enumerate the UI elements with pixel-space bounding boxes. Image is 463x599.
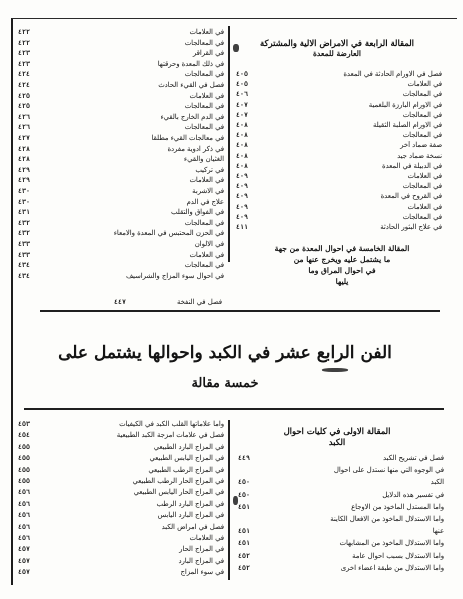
toc-page-number: ٤٢٨ [18, 155, 30, 164]
toc-entry-text: واما الاستدلال بسبب احوال عامة [352, 551, 444, 560]
toc-page-number: ٤٠٩ [236, 182, 248, 191]
toc-entry-text: فصل في تشريح الكبد [382, 454, 444, 462]
toc-entry-text: في القراقر [192, 49, 224, 58]
toc-entry-text: فصل في علامات امزجة الكبد الطبيعية [116, 431, 224, 440]
toc-page-number: ٤٢٢ [18, 38, 30, 47]
toc-page-number: ٤٥١ [238, 502, 250, 511]
toc-page-number: ٤٥١ [238, 527, 250, 536]
toc-page-number: ٤٣٠ [18, 187, 30, 195]
toc-entry-text: في المزاج البارد الطبيعي [153, 442, 224, 451]
toc-page-number: ٤٤٩ [238, 454, 250, 462]
toc-entry-text: في المعالجات [402, 90, 442, 99]
column-divider-top [228, 26, 230, 262]
toc-page-number: ٤٥٧ [18, 568, 30, 577]
ink-mark [322, 368, 348, 372]
toc-page-number: ٤١١ [236, 223, 248, 231]
toc-page-number: ٤٢٧ [18, 134, 30, 142]
toc-column-bottom-left [18, 412, 224, 588]
toc-entry-text: في الفواق والتقلب [171, 208, 224, 217]
toc-entry-text: فصل في امراض الكبد [161, 522, 224, 531]
toc-entry-text: في المزاج الحار الرطب الطبيعي [132, 477, 224, 485]
toc-page-number: ٤٣٤ [18, 271, 30, 280]
section-heading-line-2: العارضة للمعدة [312, 49, 362, 58]
toc-entry-text: في معالجات القيء مطلقا [151, 134, 224, 142]
toc-entry-text: في المعالجات [402, 182, 442, 191]
toc-entry-text: في المعالجات [184, 123, 224, 132]
toc-page-number: ٤٠٧ [236, 100, 248, 109]
toc-page-number: ٤٠٧ [236, 110, 248, 119]
toc-entry-text: في المعالجات [184, 70, 224, 79]
toc-entry-text: في العلامات [407, 202, 442, 211]
footer-page-number: ٤٤٧ [114, 298, 126, 306]
toc-entry-text: واما علاماتها القلب الكبد في الكيفيات [119, 420, 224, 428]
toc-column-top-left [18, 22, 224, 312]
toc-entry-text: في المعالجات [184, 102, 224, 111]
toc-entry-text: في المزاج البارد اليابس [157, 511, 224, 520]
separator-bottom [24, 408, 444, 410]
toc-page-number: ٤٠٩ [236, 192, 248, 201]
toc-entry-text: في تركيب [195, 165, 224, 174]
closing-line: ما يشتمل عليه ويخرج عنها من [293, 255, 391, 264]
toc-page-number: ٤٢٩ [18, 165, 30, 174]
toc-page-number: ٤٢٣ [18, 49, 30, 58]
toc-page-number: ٤٥٠ [238, 490, 250, 499]
toc-entry-text: في العلامات [407, 80, 442, 89]
toc-entry-text: فصل في القيء الحادث [158, 81, 224, 89]
toc-entry-text: في الاشربة [192, 187, 224, 195]
toc-page-number: ٤٠٨ [236, 121, 248, 129]
toc-entry-text: واما الاستدلال الماخوذ من الافعال الكاينة [330, 515, 444, 523]
toc-page-number: ٤٥٥ [18, 477, 30, 485]
toc-entry-text: في العلامات [189, 534, 224, 542]
toc-page-number: ٤٢٥ [18, 91, 30, 100]
toc-page-number: ٤٠٩ [236, 202, 248, 211]
toc-entry-text: في المزاج الحار اليابس الطبيعي [133, 488, 224, 497]
toc-page-number: ٤٠٩ [236, 172, 248, 180]
column-divider-bottom [228, 420, 230, 580]
toc-page-number: ٤٥٢ [238, 563, 250, 572]
toc-entry-text: في العلامات [407, 172, 442, 180]
toc-page-number: ٤٥٦ [18, 522, 30, 531]
toc-page-number: ٤٢٥ [18, 102, 30, 111]
toc-entry-text: في الالوان [194, 240, 224, 248]
toc-page-number: ٤٥٥ [18, 442, 30, 451]
toc-page-number: ٤٥١ [238, 539, 250, 548]
toc-entry-text: فصل في الاورام الحادثة في المعدة [343, 70, 442, 78]
ink-mark [233, 44, 239, 52]
toc-page-number: ٤٥٣ [18, 420, 30, 428]
toc-entry-text: في الاورام الصلبة الثقيلة [372, 121, 442, 129]
toc-page-number: ٤٢٢ [18, 28, 30, 36]
section-heading: المقالة الاولى في كليات احوال [283, 426, 391, 436]
toc-column-bottom-right [234, 412, 450, 588]
toc-page-number: ٤٠٨ [236, 131, 248, 140]
toc-entry-text: علاج في الدم [186, 197, 224, 206]
toc-page-number: ٤٠٦ [236, 90, 248, 99]
toc-page-number: ٤٥٦ [18, 499, 30, 508]
toc-entry-text: الغثيان والقيء [183, 155, 224, 164]
toc-page-number: ٤٠٥ [236, 80, 248, 89]
toc-entry-text: في العلامات [189, 28, 224, 36]
closing-line: يليها [335, 277, 349, 286]
toc-entry-text: في ذكر ادوية مفردة [167, 144, 224, 153]
toc-page-number: ٤٠٥ [236, 70, 248, 78]
toc-page-number: ٤٢٦ [18, 123, 30, 132]
footer-entry: فصل في النفخة [176, 298, 222, 306]
toc-entry-text: في المعالجات [402, 110, 442, 119]
toc-entry-text: في العلامات [189, 176, 224, 185]
toc-entry-text: عنها [432, 527, 444, 536]
toc-page-number: ٤٢٦ [18, 112, 30, 121]
toc-page-number: ٤٠٨ [236, 141, 248, 150]
toc-entry-text: في الوجوه التي منها نستدل على احوال [333, 466, 444, 475]
toc-page-number: ٤٢٤ [18, 70, 30, 79]
toc-entry-text: في احوال سوء المزاج والشراسيف [125, 271, 224, 280]
toc-entry-text: في المعالجات [184, 38, 224, 47]
toc-entry-text: في المزاج البارد الرطب [156, 499, 224, 508]
toc-page-number: ٤٣٤ [18, 261, 30, 270]
toc-page-number: ٤٠٨ [236, 161, 248, 170]
toc-page-number: ٤٥٢ [238, 551, 250, 560]
toc-entry-text: في المزاج الرطب الطبيعي [148, 465, 224, 474]
toc-entry-text: واما المستدل الماخوذ من الاوجاع [351, 502, 444, 511]
toc-entry-text: في الاورام البارزة البلغمية [368, 100, 442, 109]
toc-column-top-right [234, 22, 450, 312]
toc-entry-text: في العلامات [189, 250, 224, 259]
ink-mark [233, 496, 238, 505]
section-heading-line-2: الكبد [328, 437, 346, 447]
toc-page-number: ٤٢٣ [18, 59, 30, 68]
closing-line: المقالة الخامسة في احوال المعدة من جهة [274, 244, 410, 253]
toc-page-number: ٤٥٤ [18, 431, 30, 440]
toc-entry-text: في المزاج اليابس الطبيعي [149, 454, 224, 463]
toc-entry-text: صفة ضماد آخر [400, 141, 442, 150]
toc-page-number: ٤٠٨ [236, 151, 248, 160]
toc-page-number: ٤٣١ [18, 208, 30, 217]
book-part-title: الفن الرابع عشر في الكبد واحوالها يشتمل على [58, 343, 392, 363]
toc-page-number: ٤٣٠ [18, 197, 30, 206]
toc-entry-text: في الحزن المحتبس في المعدة والامعاء [113, 229, 224, 238]
toc-page-number: ٤٢٤ [18, 81, 30, 89]
toc-page-number: ٤٥٦ [18, 511, 30, 520]
toc-entry-text: في سوء المزاج [180, 568, 224, 577]
toc-page-number: ٤٥٧ [18, 545, 30, 554]
toc-entry-text: في المعالجات [184, 218, 224, 227]
toc-page-number: ٤٥٦ [18, 488, 30, 497]
toc-entry-text: في المعالجات [184, 261, 224, 270]
toc-entry-text: في القروح في المعدة [380, 192, 442, 201]
toc-page-number: ٤٠٩ [236, 212, 248, 221]
book-part-subtitle: خمسة مقالة [191, 376, 259, 391]
toc-entry-text: واما الاستدلال من طبقة اعضاء اخرى [340, 563, 444, 572]
toc-page-number: ٤٢٨ [18, 144, 30, 153]
toc-page-number: ٤٥٥ [18, 465, 30, 474]
toc-entry-text: في الدم الخارج بالقيء [160, 112, 224, 121]
toc-page-number: ٤٣٢ [18, 229, 30, 238]
toc-page-number: ٤٣٣ [18, 250, 30, 259]
toc-entry-text: في المعالجات [402, 212, 442, 221]
separator-top [40, 310, 440, 312]
toc-entry-text: في المزاج الحار [179, 545, 224, 554]
closing-line: في احوال المراق وما [308, 266, 376, 275]
toc-entry-text: في المزاج البارد [178, 556, 224, 565]
toc-entry-text: في الدبيلة في المعدة [382, 161, 442, 170]
toc-page-number: ٤٥٠ [238, 478, 250, 487]
toc-page-number: ٤٣٢ [18, 218, 30, 227]
toc-entry-text: نسخة ضماد جيد [397, 151, 442, 160]
toc-page-number: ٤٥٧ [18, 556, 30, 565]
toc-page-number: ٤٢٩ [18, 176, 30, 185]
toc-page-number: ٤٣٣ [18, 240, 30, 248]
section-heading: المقالة الرابعة في الامراض الالية والمشتركة [260, 38, 414, 48]
toc-entry-text: في المعالجات [402, 131, 442, 140]
toc-entry-text: في علاج البثور الحادثة [380, 223, 442, 231]
toc-entry-text: في العلامات [189, 91, 224, 100]
toc-entry-text: الكبد [430, 478, 444, 487]
toc-entry-text: واما الاستدلال الماخوذ من المشابهات [339, 539, 444, 548]
toc-entry-text: في ذلك المعدة وحرقتها [157, 59, 224, 68]
toc-entry-text: في تفسير هذه الدلايل [382, 490, 444, 499]
toc-page-number: ٤٥٦ [18, 534, 30, 542]
toc-page-number: ٤٥٥ [18, 454, 30, 463]
